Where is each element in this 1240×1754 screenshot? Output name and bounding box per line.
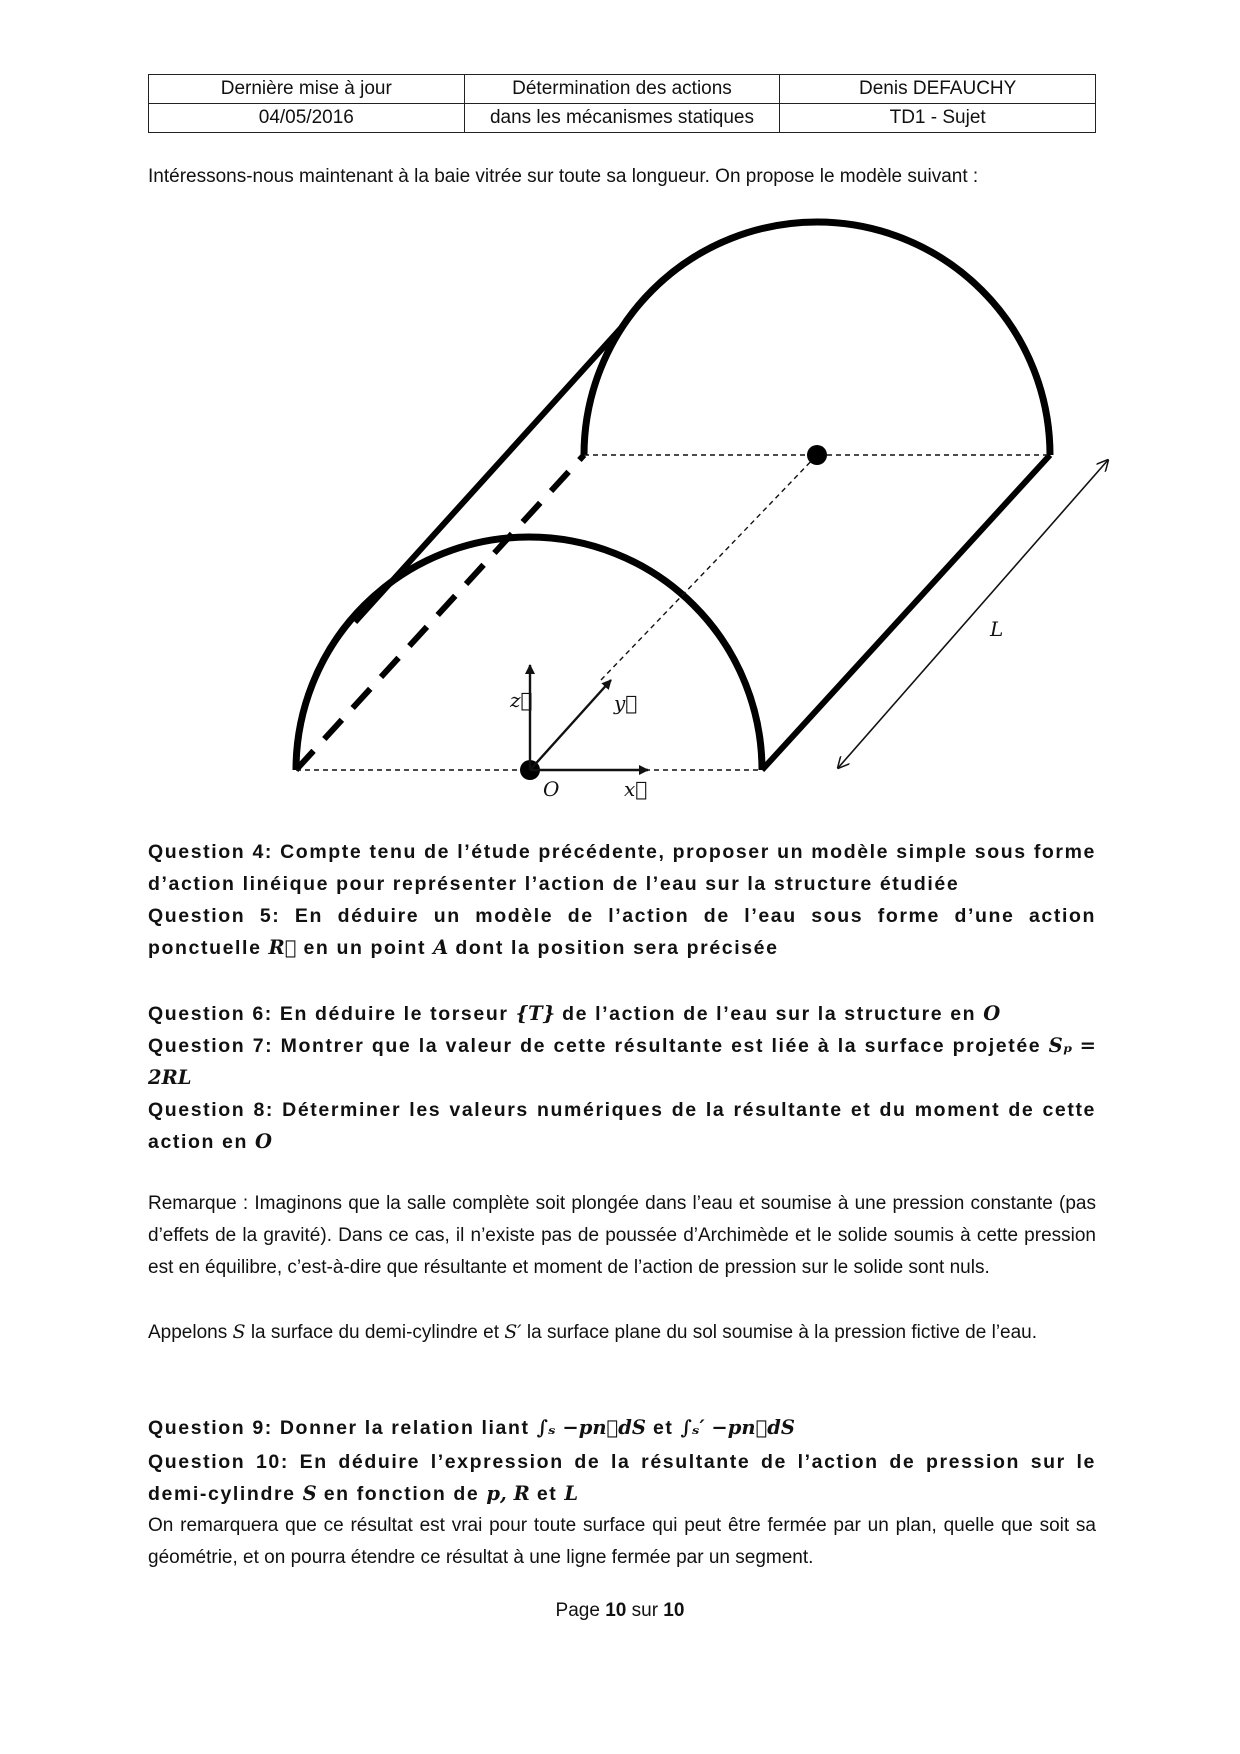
right-generator	[762, 455, 1050, 770]
q6-text-1: Question 6: En déduire le torseur	[148, 1003, 516, 1025]
q10-text-2: en fonction de	[316, 1483, 487, 1505]
remark-definitions	[148, 1316, 1096, 1349]
intro-text: Intéressons-nous maintenant à la baie vitrée sur toute sa longueur. On propose le modèle suivant :	[148, 166, 979, 187]
top-generator	[355, 328, 621, 622]
remark-paragraph: Remarque : Imaginons que la salle complète soit plongée dans l’eau et soumise à une pression constante (pas d’effets de la gravité). Dans ce cas, il n’existe pas de poussée d’Archimède et le solide soumis à cette pression est en équilibre, c’est-à-dire que résultante et moment de l’action de pression sur le solide sont nuls.	[148, 1193, 1096, 1278]
question-8	[148, 1094, 1096, 1158]
y-axis	[530, 680, 611, 770]
header-doc-id: TD1 - Sujet	[780, 104, 1096, 133]
q10-vars: p, R	[486, 1482, 530, 1505]
question-10	[148, 1446, 1096, 1510]
header-date: 04/05/2016	[149, 104, 465, 133]
label-z: z⃗	[510, 688, 533, 712]
q6-text-2: de l’action de l’eau sur la structure en	[555, 1003, 984, 1025]
question-9	[148, 1412, 1096, 1444]
label-O: O	[543, 777, 560, 801]
remark-p2-text-3: la surface plane du sol soumise à la pression fictive de l’eau.	[521, 1322, 1038, 1343]
half-cylinder-figure	[0, 0, 1240, 820]
q5-text-3: dont la position sera précisée	[448, 937, 779, 959]
q6-O: O	[983, 1002, 1001, 1025]
q9-integral-S-prime: ∫ₛ′ −pn⃗dS	[680, 1416, 796, 1439]
remark-p2-text-1: Appelons	[148, 1322, 233, 1343]
q9-text-1: Question 9: Donner la relation liant	[148, 1417, 537, 1439]
remark-p2-text-2: la surface du demi-cylindre et	[245, 1322, 505, 1343]
question-4: Question 4: Compte tenu de l’étude précédente, proposer un modèle simple sous forme d’action linéique pour représenter l’action de l’eau sur la structure étudiée	[148, 841, 1096, 895]
back-center-point	[807, 445, 827, 465]
footer-page-total: 10	[663, 1600, 685, 1621]
label-y: y⃗	[614, 691, 638, 715]
axis-line	[601, 455, 817, 680]
footer-page-number: 10	[605, 1600, 627, 1621]
header-author: Denis DEFAUCHY	[780, 75, 1096, 104]
q9-integral-S: ∫ₛ −pn⃗dS	[536, 1416, 646, 1439]
q5-A: A	[433, 936, 449, 959]
q8-O: O	[255, 1130, 273, 1153]
q10-S: S	[302, 1482, 317, 1505]
q7-formula: Sₚ = 2RL	[148, 1034, 1096, 1089]
q5-text-1: Question 5: En déduire un modèle de l’action de l’eau sous forme d’une action ponctuelle	[148, 905, 1096, 959]
header-course-title-1: Détermination des actions	[464, 75, 780, 104]
question-6	[148, 998, 1096, 1030]
hidden-generator	[296, 455, 584, 770]
q9-text-2: et	[645, 1417, 681, 1439]
q10-text-3: et	[529, 1483, 565, 1505]
question-7	[148, 1030, 1096, 1094]
q7-text: Question 7: Montrer que la valeur de cette résultante est liée à la surface projetée	[148, 1035, 1049, 1057]
footer-page-word: Page	[555, 1600, 606, 1621]
q10-text-1: Question 10: En déduire l’expression de la résultante de l’action de pression sur le demi-cylindre	[148, 1451, 1096, 1505]
q5-R: R⃗	[268, 936, 297, 959]
label-L: L	[990, 617, 1004, 641]
q8-text: Question 8: Déterminer les valeurs numériques de la résultante et du moment de cette action en	[148, 1099, 1096, 1153]
remark-S-prime: S′	[504, 1321, 522, 1343]
length-dimension	[838, 460, 1108, 768]
remark-S: S	[232, 1321, 246, 1343]
footer-of-word: sur	[626, 1600, 664, 1621]
q5-text-2: en un point	[296, 937, 434, 959]
q10-L: L	[564, 1482, 579, 1505]
header-course-title-2: dans les mécanismes statiques	[464, 104, 780, 133]
back-arc	[584, 222, 1050, 455]
header-update-label: Dernière mise à jour	[149, 75, 465, 104]
q6-T: {T}	[515, 1002, 556, 1025]
question-5	[148, 900, 1096, 964]
label-x: x⃗	[624, 777, 648, 801]
closing-paragraph: On remarquera que ce résultat est vrai pour toute surface qui peut être fermée par un plan, quelle que soit sa géométrie, et on pourra étendre ce résultat à une ligne fermée par un segment.	[148, 1515, 1096, 1568]
page-footer	[0, 1600, 1240, 1622]
